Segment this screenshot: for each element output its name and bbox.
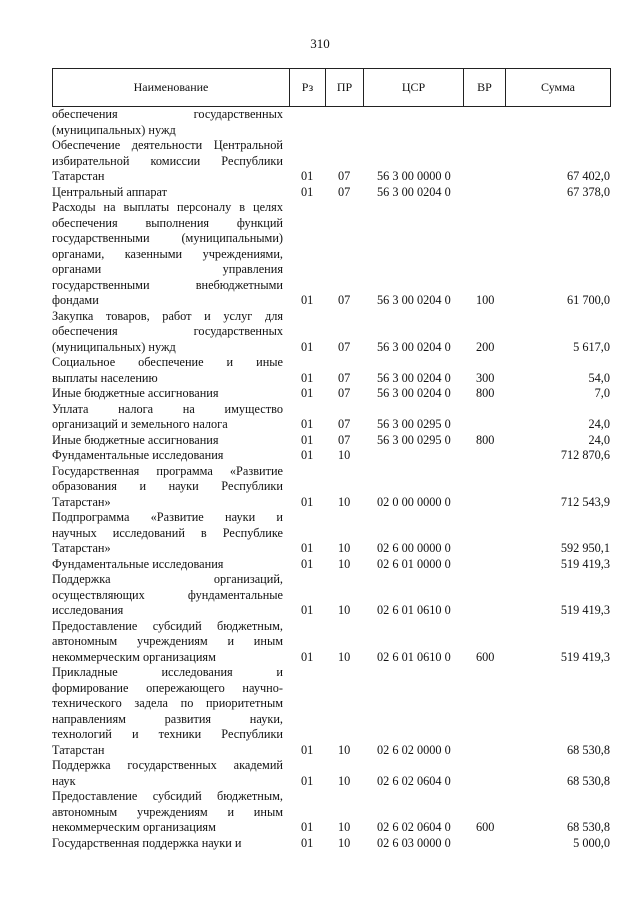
row-pr: 07	[338, 184, 351, 199]
row-sum: 68 530,8	[566, 742, 610, 757]
row-pr: 07	[338, 169, 351, 183]
header-name: Наименование	[52, 69, 289, 106]
row-name-line: формирование опережающего научно-	[52, 680, 283, 695]
table-row	[52, 572, 612, 619]
table-row	[52, 510, 612, 557]
table-row	[52, 107, 612, 138]
row-rz: 01	[301, 541, 314, 555]
row-name	[52, 309, 283, 356]
row-sum: 24,0	[588, 432, 610, 447]
row-name	[52, 665, 283, 758]
row-name-line: некоммерческим организациям	[52, 649, 216, 664]
row-csr: 56 3 00 0204 0	[377, 386, 451, 400]
row-rz: 01	[301, 820, 314, 834]
row-name	[52, 510, 283, 557]
row-name-line: (муниципальных) нужд	[52, 339, 176, 354]
row-rz: 01	[301, 339, 314, 354]
row-name-line: Фундаментальные исследования	[52, 556, 224, 571]
row-name-line: Предоставление субсидий бюджетным,	[52, 618, 283, 633]
row-name-line: научных исследований в Республике	[52, 525, 283, 540]
row-pr: 07	[338, 417, 351, 431]
row-pr: 10	[338, 556, 351, 571]
row-vr: 600	[476, 820, 495, 834]
table-row	[52, 355, 612, 386]
row-rz: 01	[301, 417, 314, 431]
row-sum: 519 419,3	[560, 603, 610, 617]
row-sum: 712 543,9	[560, 494, 610, 509]
row-rz: 01	[301, 184, 314, 199]
row-sum: 61 700,0	[566, 293, 610, 307]
row-name-line: некоммерческим организациям	[52, 820, 216, 834]
row-vr: 100	[476, 293, 495, 307]
row-csr: 02 0 00 0000 0	[377, 494, 451, 509]
row-name-line: Центральный аппарат	[52, 184, 167, 199]
row-name-line: Государственная поддержка науки и	[52, 835, 242, 850]
row-name-line: наук	[52, 773, 76, 788]
row-csr: 56 3 00 0204 0	[377, 293, 451, 307]
row-sum: 592 950,1	[560, 541, 610, 555]
row-vr: 600	[476, 649, 495, 664]
row-name	[52, 200, 283, 309]
row-csr: 56 3 00 0295 0	[377, 417, 451, 431]
row-name-line: исследования	[52, 603, 124, 617]
row-vr: 800	[476, 386, 495, 400]
table-row	[52, 789, 612, 836]
row-name-line: органами, казенными учреждениями,	[52, 246, 283, 261]
row-name	[52, 138, 283, 185]
row-name	[52, 789, 283, 836]
row-sum: 5 000,0	[573, 835, 610, 850]
table-header	[52, 68, 611, 107]
row-csr: 02 6 02 0000 0	[377, 742, 451, 757]
row-pr: 07	[338, 293, 351, 307]
table-row	[52, 185, 612, 201]
row-name	[52, 433, 283, 449]
header-sum: Сумма	[505, 69, 611, 106]
row-vr: 800	[476, 432, 495, 447]
row-name	[52, 448, 283, 464]
row-sum: 68 530,8	[566, 773, 610, 788]
row-name-line: технологий и техники Республики	[52, 727, 283, 741]
row-name	[52, 107, 283, 138]
table-row	[52, 448, 612, 464]
row-csr: 02 6 01 0610 0	[377, 603, 451, 617]
row-name-line: направлениям развития науки,	[52, 711, 283, 726]
row-name	[52, 758, 283, 789]
row-name-line: организаций и земельного налога	[52, 417, 228, 431]
table-row	[52, 138, 612, 185]
row-name-line: фондами	[52, 293, 99, 307]
row-name-line: Государственная программа «Развитие	[52, 463, 283, 478]
table-row	[52, 758, 612, 789]
row-name-line: Социальное обеспечение и иные	[52, 355, 283, 369]
row-csr: 02 6 02 0604 0	[377, 773, 451, 788]
row-csr: 02 6 01 0000 0	[377, 556, 451, 571]
row-name-line: Татарстан	[52, 742, 105, 757]
table-row	[52, 836, 612, 852]
row-name	[52, 402, 283, 433]
row-name-line: осуществляющих фундаментальные	[52, 587, 283, 602]
row-rz: 01	[301, 386, 314, 400]
row-vr: 300	[476, 370, 495, 385]
row-name-line: автономным учреждениям и иным	[52, 634, 283, 648]
row-csr: 56 3 00 0204 0	[377, 184, 451, 199]
row-name-line: Обеспечение деятельности Центральной	[52, 138, 283, 152]
row-name-line: Иные бюджетные ассигнования	[52, 432, 219, 447]
row-rz: 01	[301, 370, 314, 385]
row-csr: 56 3 00 0204 0	[377, 339, 451, 354]
row-pr: 10	[338, 649, 351, 664]
header-rz: Рз	[289, 69, 325, 106]
row-name-line: автономным учреждениям и иным	[52, 804, 283, 819]
row-name-line: Уплата налога на имущество	[52, 401, 283, 416]
row-rz: 01	[301, 649, 314, 664]
header-pr: ПР	[325, 69, 363, 106]
table-row	[52, 619, 612, 666]
row-name-line: обеспечения выполнения функций	[52, 215, 283, 230]
row-name-line: выплаты населению	[52, 370, 158, 385]
row-rz: 01	[301, 293, 314, 307]
row-sum: 5 617,0	[573, 339, 610, 354]
row-sum: 54,0	[588, 370, 610, 385]
row-sum: 67 378,0	[566, 184, 610, 199]
table-row	[52, 464, 612, 511]
row-rz: 01	[301, 494, 314, 509]
row-pr: 07	[338, 386, 351, 400]
row-name-line: Прикладные исследования и	[52, 665, 283, 679]
row-name-line: (муниципальных) нужд	[52, 122, 176, 137]
row-pr: 10	[338, 494, 351, 509]
row-vr: 200	[476, 339, 495, 354]
row-name	[52, 572, 283, 619]
row-name-line: Расходы на выплаты персоналу в целях	[52, 200, 283, 214]
row-name-line: Фундаментальные исследования	[52, 448, 224, 462]
row-name-line: Иные бюджетные ассигнования	[52, 386, 219, 400]
row-name	[52, 185, 283, 201]
row-csr: 02 6 01 0610 0	[377, 649, 451, 664]
row-name	[52, 619, 283, 666]
row-name-line: государственными внебюджетными	[52, 277, 283, 292]
row-pr: 10	[338, 448, 351, 462]
row-name-line: обеспечения государственных	[52, 324, 283, 338]
row-rz: 01	[301, 773, 314, 788]
table-row	[52, 200, 612, 309]
row-pr: 07	[338, 339, 351, 354]
row-name-line: Закупка товаров, работ и услуг для	[52, 308, 283, 323]
row-name-line: обеспечения государственных	[52, 107, 283, 121]
table-body	[52, 107, 612, 851]
row-name-line: образования и науки Республики	[52, 479, 283, 493]
row-pr: 10	[338, 820, 351, 834]
row-name-line: Татарстан»	[52, 494, 111, 509]
row-name-line: Поддержка организаций,	[52, 572, 283, 586]
table-row	[52, 309, 612, 356]
row-csr: 02 6 03 0000 0	[377, 835, 451, 850]
row-csr: 56 3 00 0295 0	[377, 432, 451, 447]
table-row	[52, 402, 612, 433]
row-pr: 10	[338, 773, 351, 788]
row-pr: 10	[338, 835, 351, 850]
row-sum: 519 419,3	[560, 649, 610, 664]
row-name	[52, 464, 283, 511]
row-pr: 10	[338, 742, 351, 757]
row-csr: 02 6 00 0000 0	[377, 541, 451, 555]
row-rz: 01	[301, 556, 314, 571]
row-name	[52, 836, 283, 852]
row-csr: 02 6 02 0604 0	[377, 820, 451, 834]
table-row	[52, 557, 612, 573]
row-pr: 07	[338, 370, 351, 385]
row-sum: 68 530,8	[566, 820, 610, 834]
row-name	[52, 386, 283, 402]
row-name	[52, 557, 283, 573]
row-rz: 01	[301, 835, 314, 850]
row-name-line: технического задела по приоритетным	[52, 696, 283, 710]
row-pr: 07	[338, 432, 351, 447]
row-sum: 67 402,0	[566, 169, 610, 183]
row-name-line: Предоставление субсидий бюджетным,	[52, 789, 283, 803]
row-name	[52, 355, 283, 386]
row-sum: 24,0	[588, 417, 610, 431]
row-name-line: государственными (муниципальными)	[52, 231, 283, 245]
row-rz: 01	[301, 742, 314, 757]
header-csr: ЦСР	[363, 69, 463, 106]
row-rz: 01	[301, 603, 314, 617]
row-sum: 712 870,6	[560, 448, 610, 462]
row-name-line: органами управления	[52, 262, 283, 276]
page-number: 310	[310, 36, 330, 51]
table-row	[52, 665, 612, 758]
row-name-line: Татарстан»	[52, 541, 111, 555]
row-csr: 56 3 00 0204 0	[377, 370, 451, 385]
row-sum: 7,0	[594, 386, 610, 400]
row-sum: 519 419,3	[560, 556, 610, 571]
row-pr: 10	[338, 541, 351, 555]
row-name-line: Подпрограмма «Развитие науки и	[52, 510, 283, 524]
row-name-line: избирательной комиссии Республики	[52, 153, 283, 168]
row-rz: 01	[301, 169, 314, 183]
header-vr: ВР	[463, 69, 505, 106]
row-rz: 01	[301, 448, 314, 462]
row-rz: 01	[301, 432, 314, 447]
row-name-line: Поддержка государственных академий	[52, 758, 283, 772]
table-row	[52, 433, 612, 449]
row-csr: 56 3 00 0000 0	[377, 169, 451, 183]
table-row	[52, 386, 612, 402]
row-pr: 10	[338, 603, 351, 617]
row-name-line: Татарстан	[52, 169, 105, 183]
